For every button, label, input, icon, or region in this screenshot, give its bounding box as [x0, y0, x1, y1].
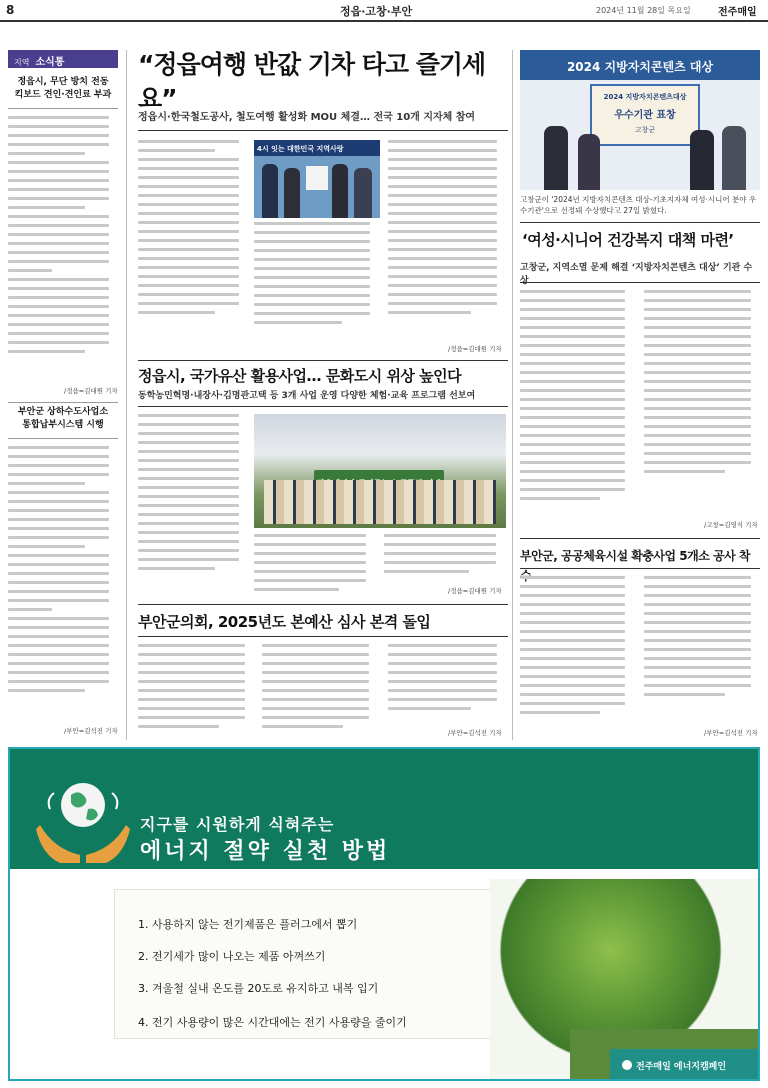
article2-photo: [254, 414, 506, 528]
sidebar-tag-prefix: 지역: [14, 58, 30, 67]
plaque-org: 고창군: [634, 126, 656, 134]
newspaper-brand: 전주매일: [718, 7, 757, 18]
energy-campaign-ad: [8, 747, 760, 1081]
divider: [138, 636, 508, 637]
divider: [138, 130, 508, 131]
ad-item: 4. 전기 사용량이 많은 시간대에는 전기 사용량을 줄이기: [138, 1016, 407, 1029]
article2-col2: [254, 534, 376, 596]
issue-date: 2024년 11월 28일 목요일: [596, 6, 691, 15]
article4-col2: [644, 290, 760, 512]
brief2-title-line2: 통합납부시스템 시행: [22, 420, 104, 430]
article1-subhead: 정읍시·한국철도공사, 철도여행 활성화 MOU 체결… 전국 10개 지자체 참여: [138, 112, 476, 123]
plaque-award: 우수기관 표창: [614, 110, 676, 121]
article4-headline: ‘여성·시니어 건강복지 대책 마련’: [522, 231, 734, 249]
article5-headline: 부안군, 공공체육시설 확충사업 5개소 공사 착: [520, 549, 750, 563]
brief1-title-line1: 정읍시, 무단 방치 전동: [17, 77, 109, 87]
ad-item: 3. 겨울철 실내 온도를 20도로 유지하고 내복 입기: [138, 982, 379, 995]
ad-footer-text: 전주매일 에너지캠페인: [636, 1062, 727, 1072]
divider: [138, 360, 508, 361]
divider: [520, 222, 760, 223]
group-of-people: [264, 480, 496, 524]
column-divider: [512, 50, 513, 740]
brief2-body: [8, 446, 118, 722]
article5-col1: [520, 576, 634, 734]
ad-title-line1: 지구를 시원하게 식혀주는: [140, 815, 335, 834]
article4-photo: [520, 50, 760, 190]
brief1-byline: /정읍=김대원 기자: [64, 387, 118, 395]
section-title: 정읍·고창·부안: [340, 5, 413, 18]
article3-byline: /부안=김석진 기자: [448, 729, 502, 737]
person-figure: [722, 126, 746, 190]
sidebar-tag: [8, 50, 118, 68]
brief2-byline: /부안=김석진 기자: [64, 727, 118, 735]
divider: [520, 568, 760, 569]
article2-col1: [138, 414, 248, 596]
brief2-title: [8, 406, 118, 432]
column-divider: [126, 50, 127, 740]
article3-col2: [262, 644, 378, 734]
divider: [520, 538, 760, 539]
article2-headline: 정읍시, 국가유산 활용사업… 문화도시 위상 높인다: [138, 367, 462, 385]
plaque-title: 2024 지방자치콘텐츠대상: [603, 93, 687, 101]
article3-headline: 부안군의회, 2025년도 본예산 심사 본격 돌입: [138, 613, 431, 631]
article5-byline: /부안=김석진 기자: [704, 729, 758, 737]
article4-byline: /고창=김영식 기자: [704, 521, 758, 529]
divider: [8, 402, 118, 403]
divider: [8, 108, 118, 109]
photo-banner: 2024 지방자치콘텐츠 대상: [520, 50, 760, 80]
mou-document: [306, 166, 328, 190]
person-figure: [354, 168, 372, 218]
photo-banner: 4시 잇는 대한민국 지역사랑: [254, 140, 380, 156]
article1-col3: [388, 140, 506, 340]
article1-col2: [254, 222, 380, 340]
person-figure: [262, 164, 278, 218]
article2-subhead: 동학농민혁명·내장사·김명관고택 등 3개 사업 운영 다양한 체험·교육 프로그램 선보여: [138, 391, 476, 401]
person-figure: [544, 126, 568, 190]
article1-headline: “정읍여행 반값 기차 타고 즐기세요”: [138, 50, 486, 113]
person-figure: [578, 134, 600, 190]
bullet-icon: [622, 1060, 632, 1070]
page-number: 8: [6, 3, 15, 17]
article3-col3: [388, 644, 506, 724]
divider: [138, 604, 508, 605]
ad-title-line2: 에너지 절약 실천 방법: [140, 839, 391, 864]
person-figure: [690, 130, 714, 190]
article2-byline: /정읍=김대원 기자: [448, 587, 502, 595]
article4-col1: [520, 290, 634, 528]
divider: [8, 438, 118, 439]
article3-col1: [138, 644, 254, 734]
article4-subhead: 고창군, 지역소멸 문제 해결 ‘지방자치콘텐츠 대상’ 기관 수상: [520, 263, 753, 286]
person-figure: [332, 164, 348, 218]
article4-caption: 고창군이 '2024년 지방자치콘텐츠 대상-기초지자체 여성·시니어 분야 우수기관'으로 선정돼 수상했다고 27일 밝혔다.: [520, 195, 757, 215]
article2-col3: [384, 534, 506, 584]
brief1-title-line2: 킥보드 견인·견인료 부과: [14, 90, 112, 100]
article1-photo: [254, 140, 380, 218]
ad-item: 2. 전기세가 많이 나오는 제품 아껴쓰기: [138, 950, 326, 963]
ad-item: 1. 사용하지 않는 전기제품은 플러그에서 뽑기: [138, 918, 358, 931]
article1-byline: /정읍=김대원 기자: [448, 345, 502, 353]
brief2-title-line1: 부안군 상하수도사업소: [17, 407, 109, 417]
award-plaque: [590, 84, 700, 146]
article5-col2: [644, 576, 760, 726]
divider: [138, 406, 508, 407]
divider: [520, 282, 760, 283]
brief1-body: [8, 116, 118, 384]
hands-earth-icon: [36, 769, 130, 865]
brief1-title: [8, 76, 118, 102]
page-header: [0, 0, 768, 22]
article1-col1: [138, 140, 248, 340]
person-figure: [284, 168, 300, 218]
sidebar-tag-title: 소식통: [35, 57, 65, 68]
